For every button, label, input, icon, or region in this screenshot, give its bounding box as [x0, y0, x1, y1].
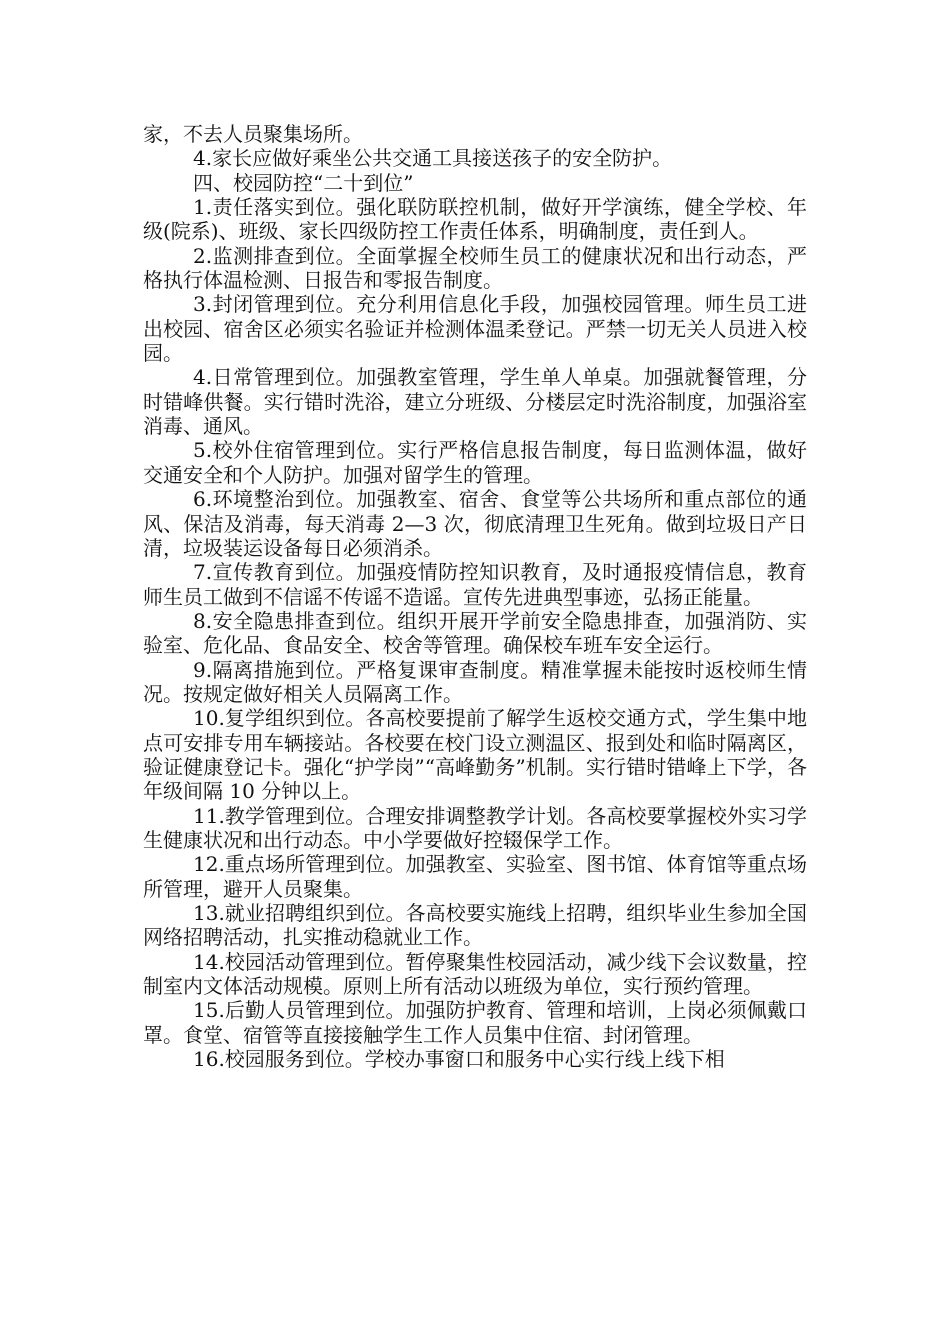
- paragraph-item-6: 6.环境整治到位。加强教室、宿舍、食堂等公共场所和重点部位的通风、保洁及消毒，每天消毒 2—3 次，彻底清理卫生死角。做到垃圾日产日清，垃圾装运设备每日必须消杀。: [143, 487, 807, 560]
- paragraph-item-11: 11.教学管理到位。合理安排调整教学计划。各高校要掌握校外实习学生健康状况和出行动态。中小学要做好控辍保学工作。: [143, 803, 807, 852]
- paragraph-item-1: 1.责任落实到位。强化联防联控机制，做好开学演练，健全学校、年级(院系)、班级、家长四级防控工作责任体系，明确制度，责任到人。: [143, 195, 807, 244]
- document-page: [143, 122, 807, 1071]
- paragraph-item-16: 16.校园服务到位。学校办事窗口和服务中心实行线上线下相: [193, 1047, 725, 1072]
- paragraph-item-7: 7.宣传教育到位。加强疫情防控知识教育，及时通报疫情信息，教育师生员工做到不信谣不传谣不造谣。宣传先进典型事迹，弘扬正能量。: [143, 560, 807, 609]
- paragraph-parent-item-4: 4.家长应做好乘坐公共交通工具接送孩子的安全防护。: [193, 146, 673, 171]
- paragraph-item-14: 14.校园活动管理到位。暂停聚集性校园活动，减少线下会议数量，控制室内文体活动规模。原则上所有活动以班级为单位，实行预约管理。: [143, 949, 807, 999]
- paragraph-item-13: 13.就业招聘组织到位。各高校要实施线上招聘，组织毕业生参加全国网络招聘活动，扎实推动稳就业工作。: [143, 901, 807, 950]
- paragraph-continuation: 家，不去人员聚集场所。: [143, 122, 363, 146]
- paragraph-item-8: 8.安全隐患排查到位。组织开展开学前安全隐患排查，加强消防、实验室、危化品、食品安全、校舍等管理。确保校车班车安全运行。: [143, 608, 807, 658]
- paragraph-item-2: 2.监测排查到位。全面掌握全校师生员工的健康状况和出行动态，严格执行体温检测、日报告和零报告制度。: [143, 243, 807, 293]
- paragraph-item-9: 9.隔离措施到位。严格复课审查制度。精准掌握未能按时返校师生情况。按规定做好相关人员隔离工作。: [143, 657, 807, 706]
- paragraph-item-4: 4.日常管理到位。加强教室管理，学生单人单桌。加强就餐管理，分时错峰供餐。实行错时洗浴，建立分班级、分楼层定时洗浴制度，加强浴室消毒、通风。: [143, 365, 807, 439]
- section-heading-campus-control: 四、校园防控“二十到位”: [193, 170, 414, 195]
- paragraph-item-12: 12.重点场所管理到位。加强教室、实验室、图书馆、体育馆等重点场所管理，避开人员聚集。: [143, 852, 807, 901]
- paragraph-item-3: 3.封闭管理到位。充分利用信息化手段，加强校园管理。师生员工进出校园、宿舍区必须实名验证并检测体温柔登记。严禁一切无关人员进入校园。: [143, 292, 807, 366]
- paragraph-item-15: 15.后勤人员管理到位。加强防护教育、管理和培训，上岗必须佩戴口罩。食堂、宿管等直接接触学生工作人员集中住宿、封闭管理。: [143, 998, 807, 1047]
- paragraph-item-10: 10.复学组织到位。各高校要提前了解学生返校交通方式，学生集中地点可安排专用车辆接站。各校要在校门设立测温区、报到处和临时隔离区，验证健康登记卡。强化“护学岗”“高峰勤务”机制。实行错时错峰上下学，各年级间隔 10 分钟以上。: [143, 706, 807, 804]
- paragraph-item-5: 5.校外住宿管理到位。实行严格信息报告制度，每日监测体温，做好交通安全和个人防护。加强对留学生的管理。: [143, 438, 807, 487]
